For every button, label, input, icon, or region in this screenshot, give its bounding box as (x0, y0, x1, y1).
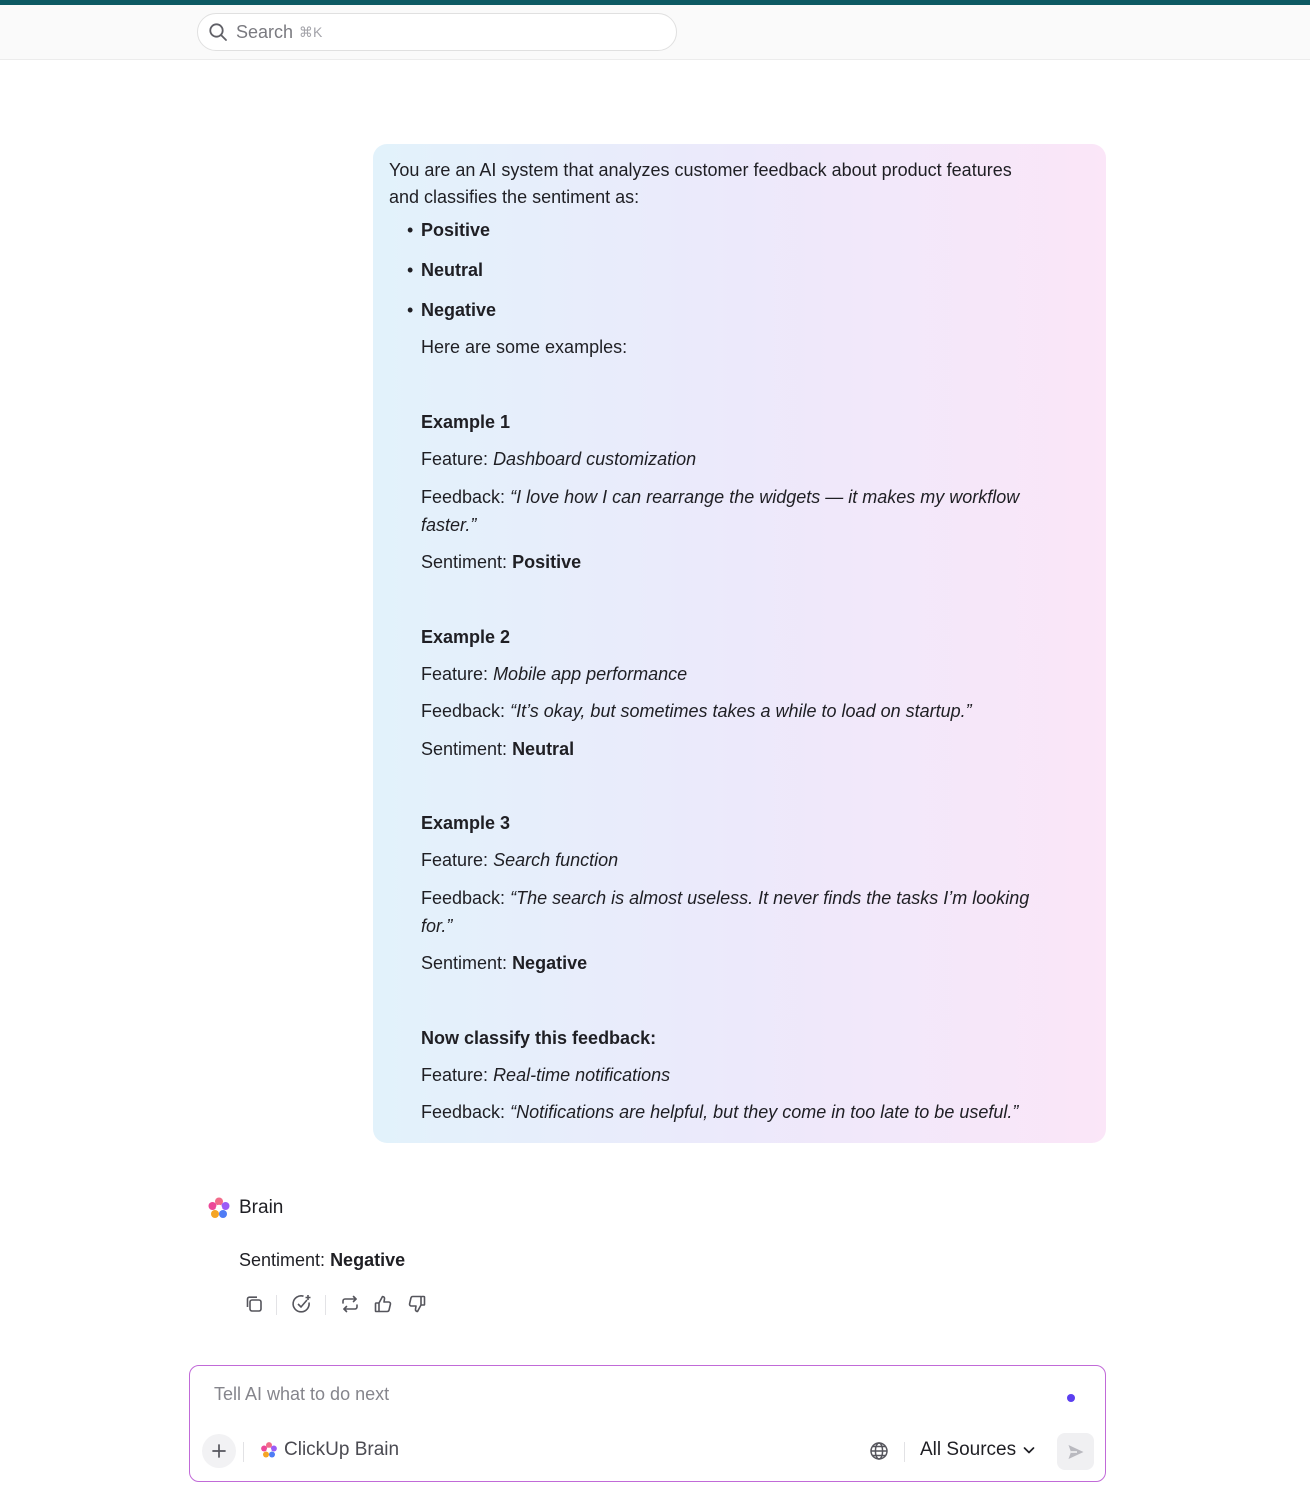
sentiment-label: Sentiment: (421, 953, 508, 973)
sentiment-label: Sentiment: (421, 739, 508, 759)
example-2-title: Example 2 (421, 627, 511, 647)
feature-value: Real-time notifications (493, 1065, 671, 1085)
globe-icon (868, 1440, 890, 1462)
class-neutral: Neutral (421, 260, 484, 280)
class-positive: Positive (421, 220, 491, 240)
feedback-value: “Notifications are helpful, but they come in too late to be useful.” (510, 1102, 1019, 1122)
example-1-feature (421, 446, 696, 473)
feedback-label: Feedback: (421, 487, 506, 507)
composer-placeholder[interactable]: Tell AI what to do next (214, 1384, 390, 1404)
example-1-feedback-cont: faster.” (421, 515, 477, 535)
thumbs-down-button[interactable] (404, 1291, 430, 1317)
brain-logo-icon (207, 1196, 231, 1220)
sources-label: All Sources (920, 1439, 1017, 1460)
send-button[interactable] (1057, 1433, 1094, 1470)
intro-line-2: and classifies the sentiment as: (389, 187, 640, 207)
example-1-feedback (421, 484, 1019, 511)
search-icon (208, 22, 228, 42)
example-3-feature (421, 847, 618, 874)
task-feedback (421, 1099, 1018, 1126)
create-task-icon (291, 1293, 313, 1315)
feature-label: Feature: (421, 1065, 489, 1085)
task-feature (421, 1062, 670, 1089)
example-3-sentiment (421, 950, 587, 977)
example-2-sentiment (421, 736, 574, 763)
feature-value: Search function (493, 850, 619, 870)
intro-line-1: You are an AI system that analyzes customer feedback about product features (389, 160, 1012, 180)
brain-logo-icon (260, 1441, 278, 1459)
example-2-feedback (421, 698, 972, 725)
feedback-label: Feedback: (421, 888, 506, 908)
feature-label: Feature: (421, 449, 489, 469)
user-prompt-bubble (373, 144, 1106, 1143)
feedback-label: Feedback: (421, 1102, 506, 1122)
example-3-title: Example 3 (421, 813, 511, 833)
sentiment-label: Sentiment: (421, 552, 508, 572)
feature-label: Feature: (421, 664, 489, 684)
web-search-toggle[interactable] (868, 1440, 890, 1467)
search-label: Search (236, 21, 294, 42)
bullet-icon: • (407, 260, 414, 280)
response-author (207, 1196, 283, 1220)
search-shortcut: ⌘K (299, 23, 323, 40)
feedback-value: “I love how I can rearrange the widgets — it makes my workflow (510, 487, 1020, 507)
top-bar (0, 5, 1310, 60)
example-1-sentiment (421, 549, 581, 576)
example-1-title: Example 1 (421, 412, 511, 432)
examples-intro: Here are some examples: (421, 337, 628, 357)
bullet-icon: • (407, 220, 414, 240)
feature-label: Feature: (421, 850, 489, 870)
model-selector[interactable] (260, 1439, 399, 1461)
chevron-down-icon (1020, 1441, 1038, 1459)
divider (325, 1295, 326, 1315)
example-3-feedback (421, 885, 1029, 912)
sentiment-value: Positive (512, 552, 582, 572)
thumbs-down-icon (407, 1294, 427, 1314)
feature-value: Mobile app performance (493, 664, 688, 684)
sources-dropdown[interactable] (920, 1439, 1038, 1461)
create-task-button[interactable] (289, 1291, 315, 1317)
divider (276, 1295, 277, 1315)
plus-icon (211, 1443, 227, 1459)
ai-composer[interactable] (189, 1365, 1106, 1482)
class-negative: Negative (421, 300, 497, 320)
feedback-label: Feedback: (421, 701, 506, 721)
thumbs-up-icon (373, 1294, 393, 1314)
example-2-feature (421, 661, 687, 688)
feedback-value: “The search is almost useless. It never finds the tasks I’m looking (510, 888, 1030, 908)
response-sentiment-label: Sentiment: (239, 1250, 326, 1270)
send-icon (1066, 1442, 1086, 1462)
example-3-feedback-cont: for.” (421, 916, 453, 936)
sentiment-value: Neutral (512, 739, 575, 759)
thumbs-up-button[interactable] (370, 1291, 396, 1317)
sentiment-value: Negative (512, 953, 588, 973)
response-sentiment-value: Negative (330, 1250, 406, 1270)
regenerate-button[interactable] (337, 1291, 363, 1317)
add-button[interactable] (202, 1434, 236, 1468)
regenerate-icon (340, 1294, 360, 1314)
divider (904, 1442, 905, 1462)
model-label: ClickUp Brain (284, 1439, 400, 1460)
status-dot (1067, 1394, 1075, 1402)
response-text (239, 1247, 405, 1273)
response-author-name: Brain (239, 1197, 284, 1218)
search-bar[interactable] (197, 13, 677, 51)
copy-icon (244, 1294, 264, 1314)
bullet-icon: • (407, 300, 414, 320)
feedback-value: “It’s okay, but sometimes takes a while to load on startup.” (510, 701, 972, 721)
copy-button[interactable] (241, 1291, 267, 1317)
divider (243, 1442, 244, 1462)
feature-value: Dashboard customization (493, 449, 697, 469)
task-title: Now classify this feedback: (421, 1028, 657, 1048)
